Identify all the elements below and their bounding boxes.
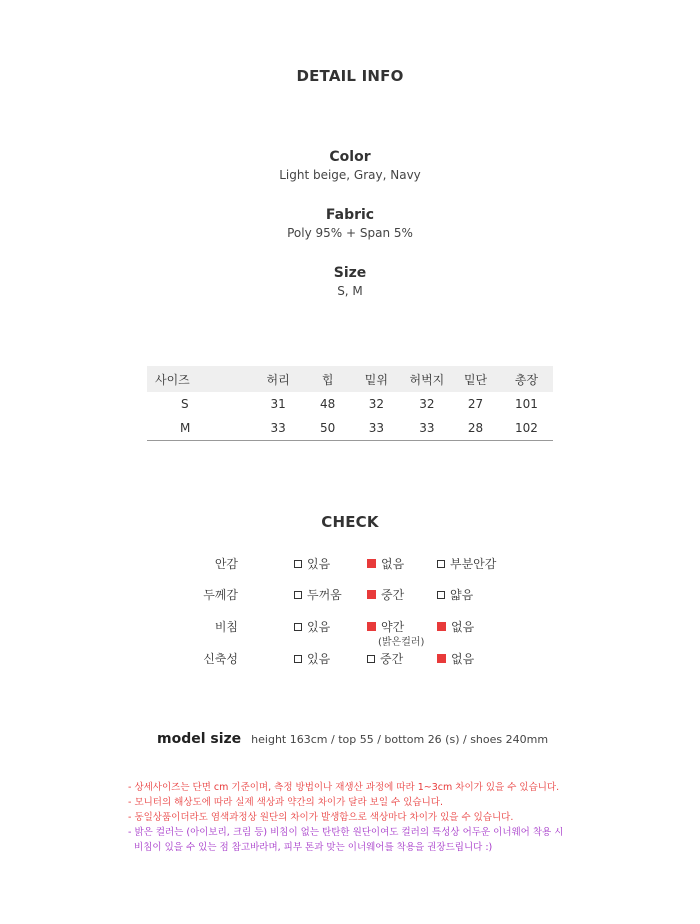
option-label: 있음 [307, 620, 331, 634]
check-label-elasticity: 신축성 [203, 652, 238, 666]
option-label: 없음 [451, 652, 475, 666]
notes [128, 780, 563, 855]
option-elastic-yes [294, 650, 330, 667]
size-table-header [147, 366, 553, 392]
option-thickness-thin [437, 586, 473, 603]
checkbox-icon [294, 655, 302, 663]
check-label-lining: 안감 [214, 557, 238, 571]
size-label: Size [333, 265, 367, 281]
option-thickness-thick [294, 586, 342, 603]
header-hem: 밑단 [451, 366, 500, 392]
checked-box-icon [437, 622, 446, 631]
size-value: S, M [337, 284, 363, 298]
option-label: 중간 [380, 652, 404, 666]
option-label: 약간 [381, 620, 405, 634]
table-cell: S [181, 397, 189, 411]
option-sub-label: (밝은컬러) [378, 637, 425, 648]
table-cell: 32 [368, 397, 384, 411]
checkbox-icon [294, 591, 302, 599]
note-line: - 동일상품이더라도 염색과정상 원단의 차이가 발생함으로 색상마다 차이가 있을 수 있습니다. [128, 812, 514, 823]
option-lining-yes [294, 555, 330, 572]
option-label: 없음 [451, 620, 475, 634]
header-length: 총장 [500, 366, 553, 392]
table-cell: 48 [320, 397, 336, 411]
option-label: 두꺼움 [307, 588, 342, 602]
model-size [157, 731, 548, 747]
checked-box-icon [367, 590, 376, 599]
header-size: 사이즈 [147, 366, 251, 392]
option-label: 얇음 [450, 588, 474, 602]
option-sheer-no [437, 618, 474, 635]
table-cell: 102 [500, 416, 553, 441]
check-title: CHECK [321, 513, 379, 531]
note-line: - 모니터의 해상도에 따라 실제 색상과 약간의 차이가 달라 보일 수 있습니다. [128, 797, 443, 808]
table-row [147, 416, 553, 441]
check-label-thickness: 두께감 [203, 588, 238, 602]
table-cell: 101 [515, 397, 538, 411]
option-lining-no [367, 555, 404, 572]
table-cell: 31 [270, 397, 286, 411]
table-cell: 50 [305, 416, 350, 441]
option-thickness-medium [367, 586, 404, 603]
table-cell: 27 [467, 397, 484, 411]
table-cell: 32 [419, 397, 435, 411]
model-size-value: height 163cm / top 55 / bottom 26 (s) / shoes 240mm [251, 733, 549, 746]
fabric-value: Poly 95% + Span 5% [287, 226, 413, 240]
note-line: 비침이 있을 수 있는 점 참고바라며, 피부 톤과 맞는 이너웨어를 착용을 권장드립니다 :) [128, 842, 493, 853]
option-label: 부분안감 [450, 557, 497, 571]
page-title: DETAIL INFO [296, 67, 404, 85]
option-label: 중간 [381, 588, 405, 602]
option-elastic-medium [367, 650, 403, 667]
checkbox-icon [294, 560, 302, 568]
fabric-label: Fabric [325, 207, 375, 223]
checked-box-icon [367, 559, 376, 568]
option-sheer-yes [294, 618, 330, 635]
option-label: 있음 [307, 557, 331, 571]
size-table [147, 366, 553, 441]
table-cell: 33 [403, 416, 452, 441]
option-lining-partial [437, 555, 496, 572]
model-size-label: model size [157, 731, 242, 747]
checkbox-icon [437, 591, 445, 599]
table-cell: M [147, 416, 251, 441]
color-label: Color [329, 149, 371, 165]
option-label: 없음 [381, 557, 405, 571]
color-value: Light beige, Gray, Navy [279, 168, 421, 182]
checked-box-icon [367, 622, 376, 631]
checkbox-icon [294, 623, 302, 631]
checkbox-icon [367, 655, 375, 663]
table-cell: 33 [350, 416, 402, 441]
note-line: - 상세사이즈는 단면 cm 기준이며, 측정 방법이나 재생산 과정에 따라 1~3cm 차이가 있을 수 있습니다. [128, 782, 560, 793]
header-thigh: 허벅지 [403, 366, 452, 392]
option-elastic-no [437, 650, 474, 667]
note-line: - 밝은 컬러는 (아이보리, 크림 등) 비침이 없는 탄탄한 원단이여도 컬러의 특성상 어두운 이너웨어 착용 시 [128, 827, 564, 838]
table-row [147, 392, 553, 416]
table-cell: 33 [251, 416, 305, 441]
header-rise: 밑위 [350, 366, 402, 392]
check-label-sheerness: 비침 [214, 620, 238, 634]
option-label: 있음 [307, 652, 331, 666]
table-cell: 28 [451, 416, 500, 441]
checkbox-icon [437, 560, 445, 568]
checked-box-icon [437, 654, 446, 663]
header-hip: 힙 [305, 366, 350, 392]
header-waist: 허리 [251, 366, 305, 392]
